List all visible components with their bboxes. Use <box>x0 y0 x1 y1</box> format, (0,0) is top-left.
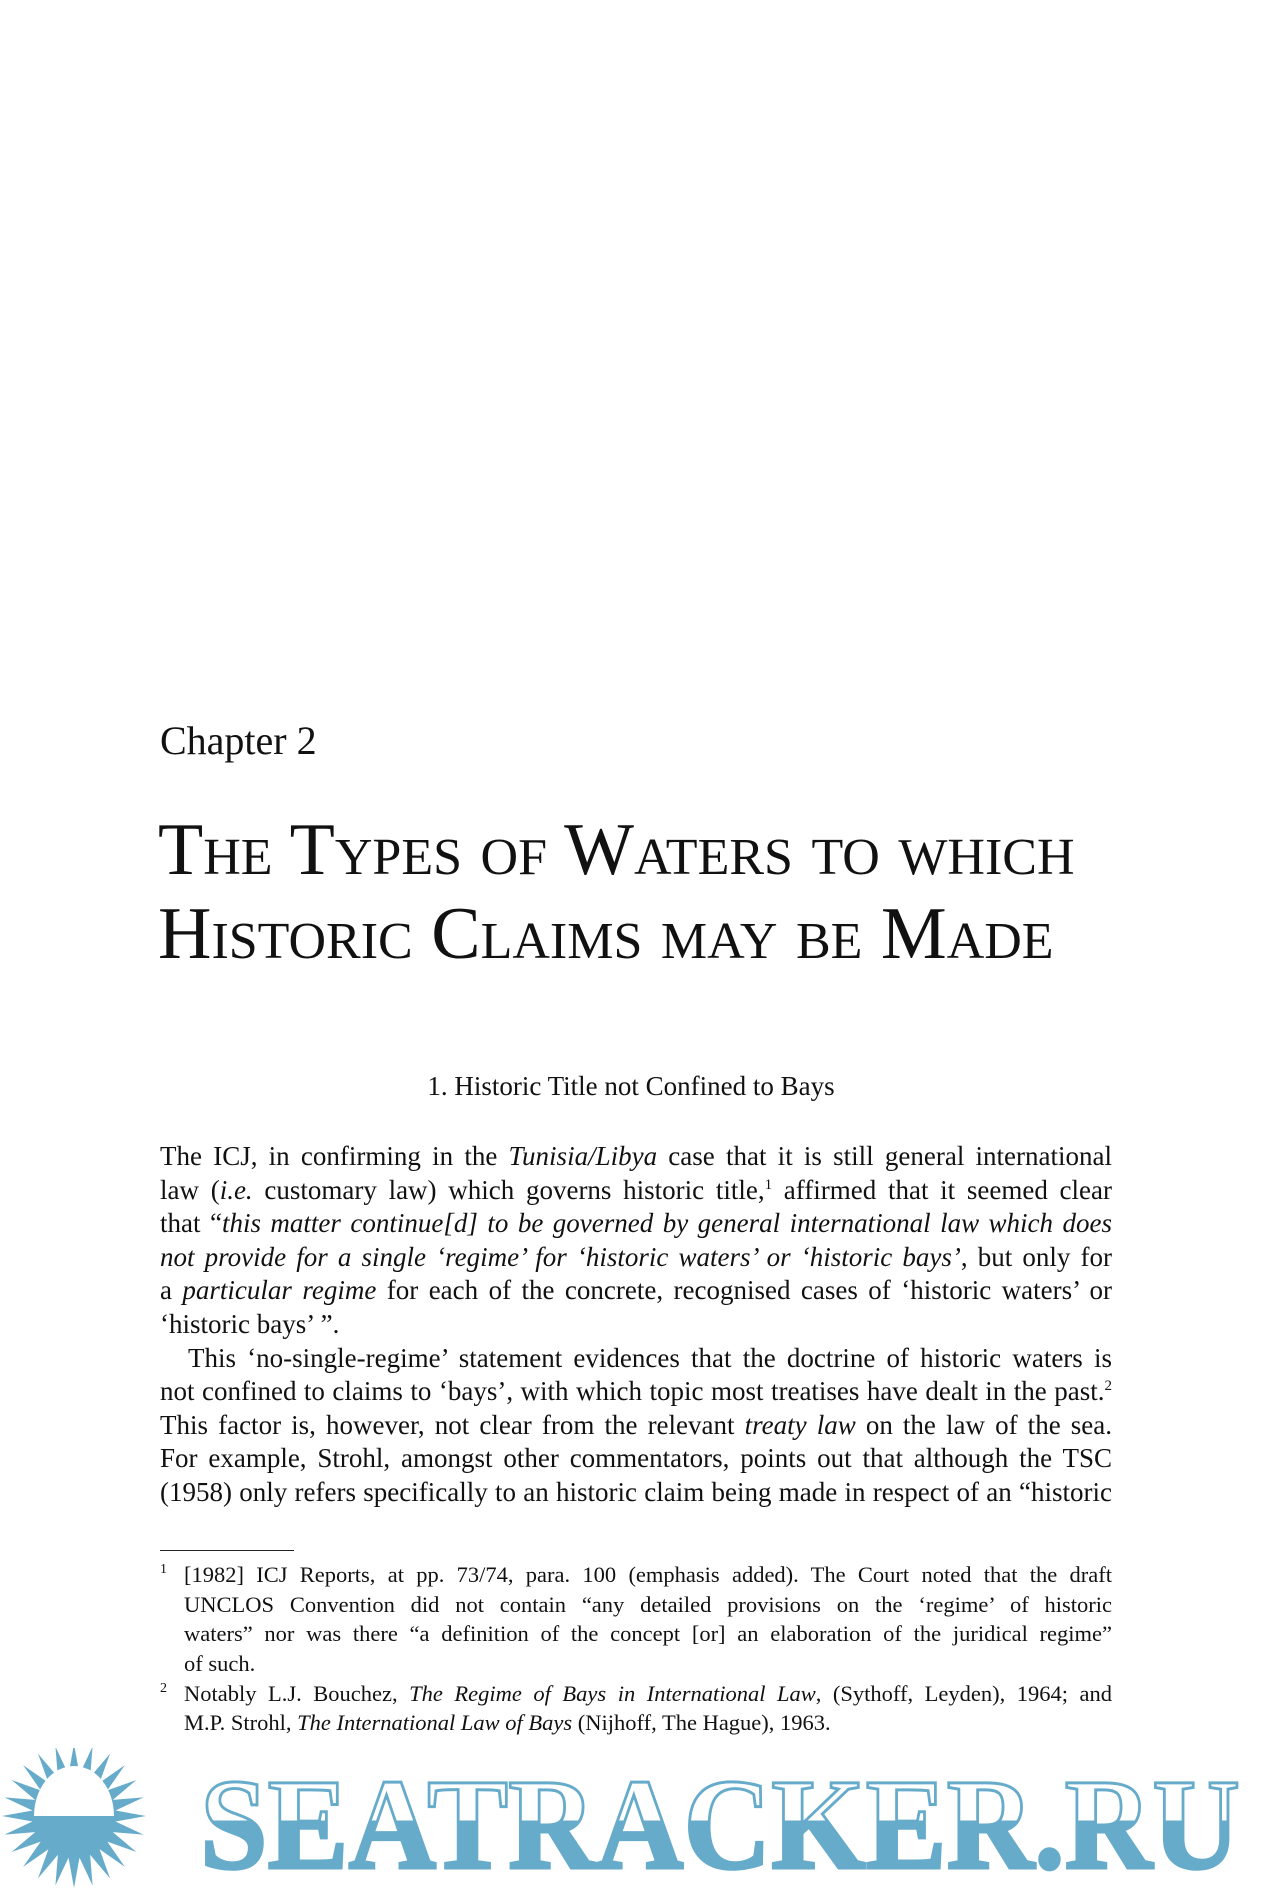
text-run: M.P. Strohl, <box>184 1710 298 1736</box>
body-line <box>160 1274 1112 1308</box>
text-run: The ICJ, in confirming in the <box>160 1141 509 1171</box>
text-run: affirmed that it seemed clear <box>772 1174 1112 1205</box>
text-run: that “ <box>160 1208 222 1239</box>
footnote-number <box>160 1649 184 1679</box>
sun-icon <box>2 1748 146 1888</box>
text-run: not confined to claims to ‘bays’, with which topic most treatises have dealt in the past. <box>160 1376 1105 1407</box>
text-run: (1958) only refers specifically to an historic claim being made in respect of an “historic <box>160 1476 1112 1507</box>
watermark-text: SEATRACKER.RU <box>200 1753 1240 1889</box>
body-line <box>160 1342 1112 1376</box>
footnote-number: 1 <box>160 1562 167 1577</box>
body-line <box>160 1442 1112 1476</box>
body-line <box>160 1409 1112 1443</box>
text-run: , but only for <box>960 1241 1112 1272</box>
footnote-row <box>160 1649 1112 1679</box>
text-run: For example, Strohl, amongst other commentators, points out that although the TSC <box>160 1443 1112 1474</box>
footnote-line <box>184 1649 1112 1679</box>
footnote-row <box>160 1560 1112 1590</box>
chapter-title-line-2: Historic Claims may be Made <box>158 893 1054 975</box>
text-run: waters” nor was there “a definition of the concept [or] an elaboration of the juridical regime” <box>184 1621 1112 1647</box>
footnote-line <box>184 1590 1112 1620</box>
text-run: (Nijhoff, The Hague), 1963. <box>572 1710 831 1736</box>
text-run: case that it is still general international <box>657 1141 1112 1171</box>
text-run: customary law) which governs historic title, <box>252 1174 765 1205</box>
text-run: , (Sythoff, Leyden), 1964; and <box>815 1680 1112 1706</box>
footnote-row <box>160 1708 1112 1738</box>
watermark-logo <box>0 1748 1262 1889</box>
text-run: This factor is, however, not clear from the relevant <box>160 1409 745 1440</box>
text-run: not provide for a single ‘regime’ for ‘historic waters’ or ‘historic bays’ <box>160 1241 961 1272</box>
body-line <box>160 1375 1112 1409</box>
chapter-title-line-1: The Types of Waters to which <box>158 809 1075 891</box>
footnote-row <box>160 1590 1112 1620</box>
text-run: i.e. <box>219 1174 253 1205</box>
body-line <box>160 1241 1112 1275</box>
text-run: UNCLOS Convention did not contain “any detailed provisions on the ‘regime’ of historic <box>184 1591 1112 1617</box>
text-run: [1982] ICJ Reports, at pp. 73/74, para. 100 (emphasis added). The Court noted that the draft <box>184 1562 1112 1587</box>
text-run: The Regime of Bays in International Law <box>409 1680 816 1706</box>
text-run: a <box>160 1275 183 1306</box>
footnote-number: 2 <box>160 1680 167 1696</box>
chapter-label: Chapter 2 <box>160 718 317 763</box>
text-run: Tunisia/Libya <box>508 1141 658 1171</box>
footnote-number <box>160 1708 184 1738</box>
footnote-line <box>184 1619 1112 1649</box>
text-run: law ( <box>160 1174 220 1205</box>
text-run: particular regime <box>182 1275 377 1306</box>
body-line <box>160 1140 1112 1174</box>
body-line <box>160 1476 1112 1510</box>
text-run: this matter continue[d] to be governed by general international law which does <box>221 1208 1112 1239</box>
section-heading: 1. Historic Title not Confined to Bays <box>427 1071 835 1101</box>
footnote-number <box>160 1619 184 1649</box>
text-run: ‘historic bays’ ”. <box>160 1308 340 1339</box>
footnote-ref[interactable]: 2 <box>1104 1378 1112 1395</box>
chapter-title <box>158 808 1075 976</box>
footnote-line <box>184 1679 1112 1709</box>
footnote-ref[interactable]: 1 <box>764 1176 773 1193</box>
text-run: for each of the concrete, recognised cases of ‘historic waters’ or <box>376 1275 1113 1306</box>
footnotes <box>160 1560 1112 1738</box>
text-run: This ‘no-single-regime’ statement evidences that the doctrine of historic waters is <box>188 1342 1112 1373</box>
footnote-divider <box>160 1550 294 1551</box>
footnote-number <box>160 1590 184 1620</box>
footnote-line <box>184 1560 1112 1590</box>
text-run: treaty law <box>744 1409 856 1440</box>
footnote-row <box>160 1679 1112 1709</box>
text-run: on the law of the sea. <box>855 1409 1112 1440</box>
body-line <box>160 1207 1112 1241</box>
body-line <box>160 1308 1112 1342</box>
text-run: of such. <box>184 1651 256 1677</box>
footnote-row <box>160 1619 1112 1649</box>
body-line <box>160 1174 1112 1208</box>
body-text <box>160 1140 1112 1510</box>
footnote-line <box>184 1708 1112 1738</box>
text-run: The International Law of Bays <box>297 1710 573 1736</box>
text-run: Notably L.J. Bouchez, <box>184 1680 410 1706</box>
